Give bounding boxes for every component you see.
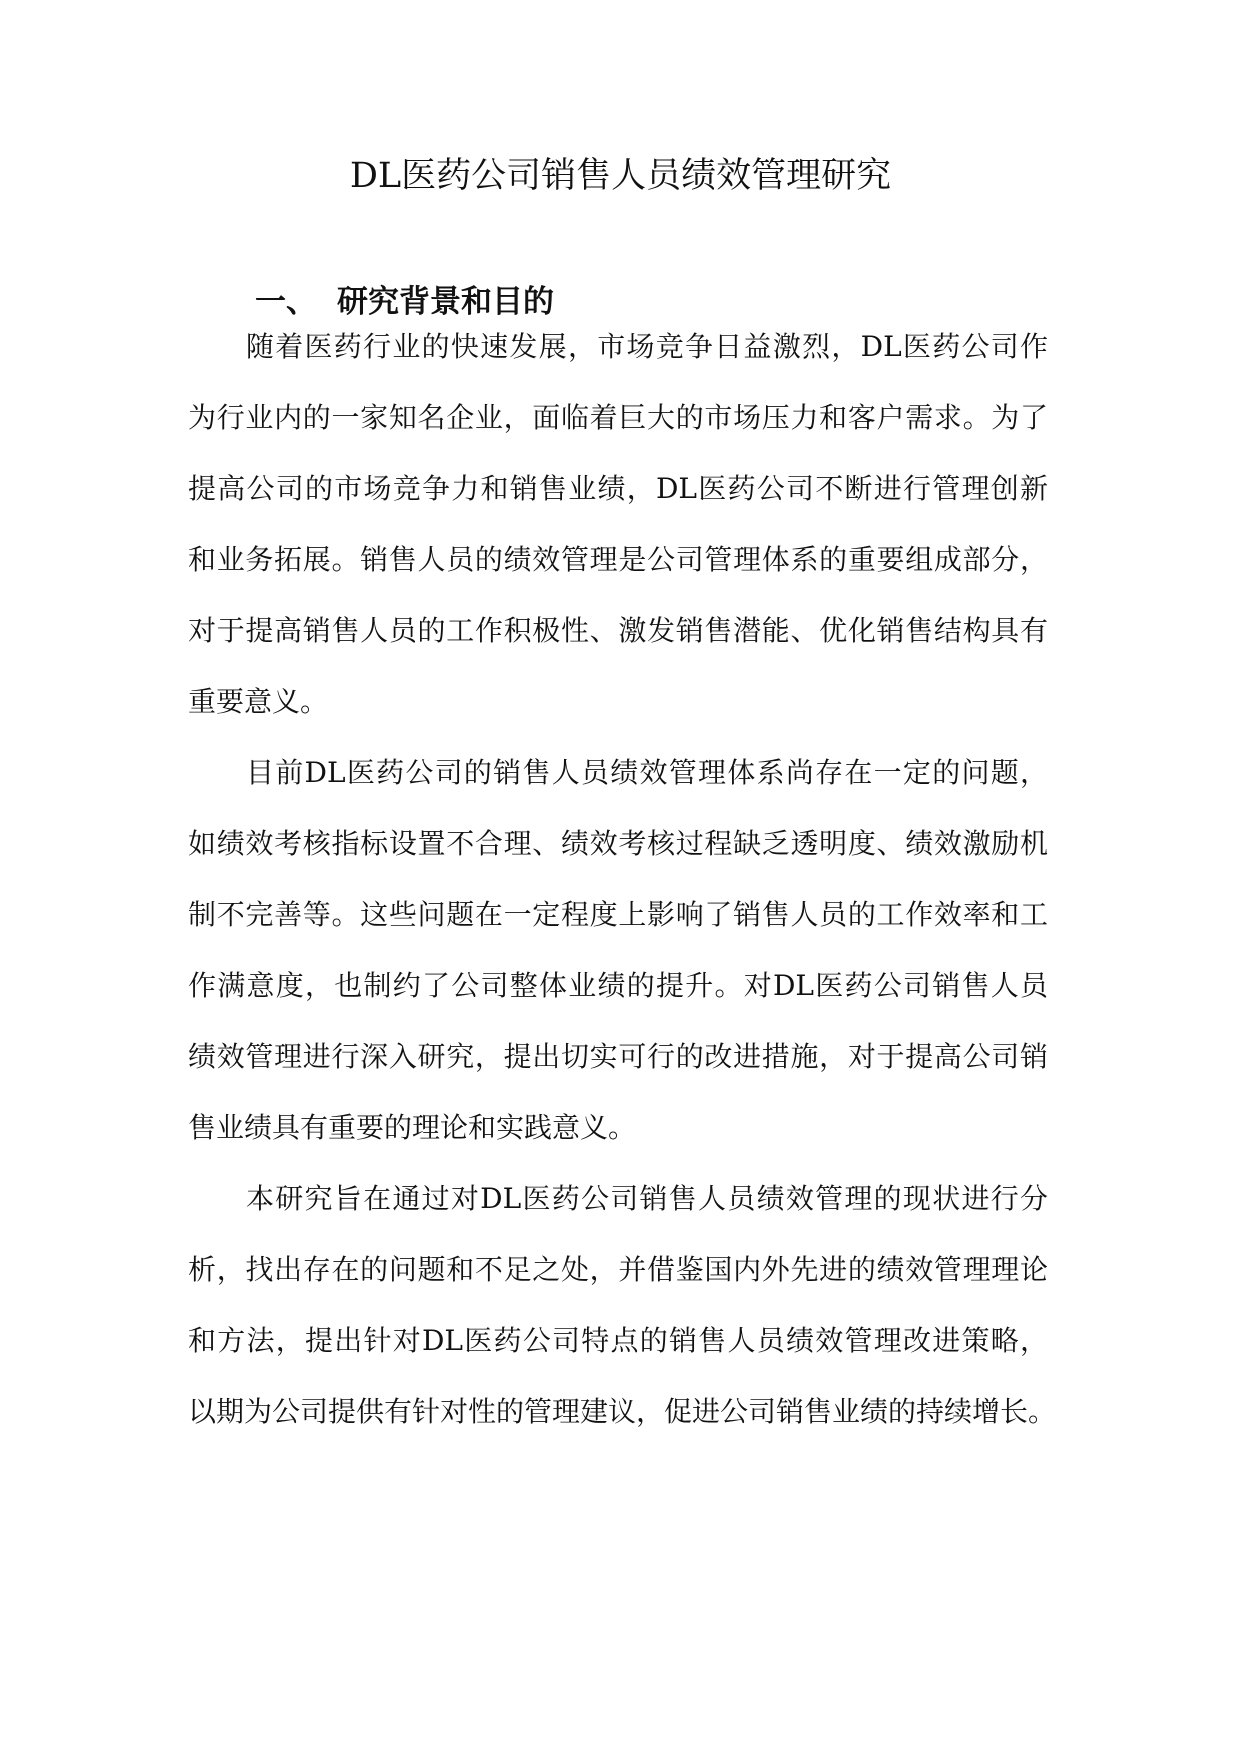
paragraph-1-line-3: 提高公司的市场竞争力和销售业绩，DL医药公司不断进行管理创新	[188, 472, 1048, 505]
paragraph-3-line-4: 以期为公司提供有针对性的管理建议，促进公司销售业绩的持续增长。	[188, 1395, 1057, 1428]
paragraph-3-line-2: 析，找出存在的问题和不足之处，并借鉴国内外先进的绩效管理理论	[188, 1253, 1048, 1286]
paragraph-2-line-1: 目前DL医药公司的销售人员绩效管理体系尚存在一定的问题，	[246, 756, 1048, 789]
paragraph-2-line-6: 售业绩具有重要的理论和实践意义。	[188, 1111, 637, 1144]
section-number: 一、	[255, 284, 317, 320]
document-title: DL医药公司销售人员绩效管理研究	[349, 156, 892, 196]
paragraph-2-line-2: 如绩效考核指标设置不合理、绩效考核过程缺乏透明度、绩效激励机	[188, 827, 1048, 860]
section-heading	[255, 280, 554, 324]
paragraph-1-line-6: 重要意义。	[188, 685, 329, 718]
paragraph-1-line-5: 对于提高销售人员的工作积极性、激发销售潜能、优化销售结构具有	[188, 614, 1048, 647]
paragraph-1-line-2: 为行业内的一家知名企业，面临着巨大的市场压力和客户需求。为了	[188, 401, 1048, 434]
paragraph-2-line-3: 制不完善等。这些问题在一定程度上影响了销售人员的工作效率和工	[188, 898, 1048, 931]
section-heading-text: 研究背景和目的	[337, 284, 554, 320]
paragraph-1-line-1: 随着医药行业的快速发展，市场竞争日益激烈，DL医药公司作	[246, 330, 1048, 363]
paragraph-3-line-3: 和方法，提出针对DL医药公司特点的销售人员绩效管理改进策略，	[188, 1324, 1048, 1357]
paragraph-2-line-4: 作满意度，也制约了公司整体业绩的提升。对DL医药公司销售人员	[188, 969, 1048, 1002]
paragraph-1-line-4: 和业务拓展。销售人员的绩效管理是公司管理体系的重要组成部分，	[188, 543, 1048, 576]
paragraph-2-line-5: 绩效管理进行深入研究，提出切实可行的改进措施，对于提高公司销	[188, 1040, 1048, 1073]
paragraph-3-line-1: 本研究旨在通过对DL医药公司销售人员绩效管理的现状进行分	[246, 1182, 1048, 1215]
